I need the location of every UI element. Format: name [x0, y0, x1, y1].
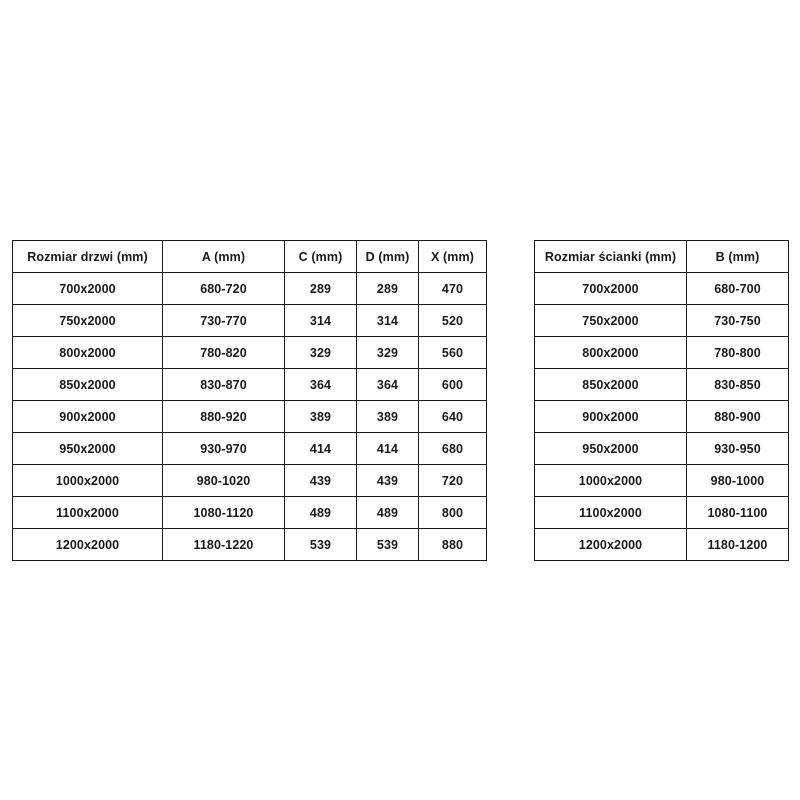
cell-x: 600	[419, 369, 487, 401]
table-row	[13, 273, 487, 305]
cell-door-size: 900x2000	[13, 401, 163, 433]
table-row	[13, 337, 487, 369]
cell-door-size: 1200x2000	[13, 529, 163, 561]
cell-a: 930-970	[163, 433, 285, 465]
tables-row	[0, 240, 800, 561]
wall-size-table-body	[535, 273, 789, 561]
cell-b: 830-850	[687, 369, 789, 401]
cell-b: 680-700	[687, 273, 789, 305]
table-row	[13, 369, 487, 401]
column-header-a: A (mm)	[163, 241, 285, 273]
cell-a: 980-1020	[163, 465, 285, 497]
table-header-row	[535, 241, 789, 273]
cell-b: 980-1000	[687, 465, 789, 497]
cell-a: 730-770	[163, 305, 285, 337]
cell-door-size: 1000x2000	[13, 465, 163, 497]
cell-wall-size: 700x2000	[535, 273, 687, 305]
table-row	[535, 305, 789, 337]
door-size-table	[12, 240, 487, 561]
column-header-b: B (mm)	[687, 241, 789, 273]
cell-x: 800	[419, 497, 487, 529]
cell-b: 1080-1100	[687, 497, 789, 529]
cell-door-size: 800x2000	[13, 337, 163, 369]
cell-d: 489	[357, 497, 419, 529]
cell-a: 880-920	[163, 401, 285, 433]
cell-wall-size: 1200x2000	[535, 529, 687, 561]
cell-b: 730-750	[687, 305, 789, 337]
column-header-d: D (mm)	[357, 241, 419, 273]
cell-b: 780-800	[687, 337, 789, 369]
cell-c: 364	[285, 369, 357, 401]
cell-d: 289	[357, 273, 419, 305]
cell-d: 329	[357, 337, 419, 369]
cell-door-size: 950x2000	[13, 433, 163, 465]
cell-a: 830-870	[163, 369, 285, 401]
column-header-door-size: Rozmiar drzwi (mm)	[13, 241, 163, 273]
door-size-table-body	[13, 273, 487, 561]
cell-wall-size: 1000x2000	[535, 465, 687, 497]
cell-wall-size: 800x2000	[535, 337, 687, 369]
cell-x: 640	[419, 401, 487, 433]
cell-wall-size: 750x2000	[535, 305, 687, 337]
table-row	[13, 305, 487, 337]
cell-x: 560	[419, 337, 487, 369]
column-header-x: X (mm)	[419, 241, 487, 273]
cell-door-size: 1100x2000	[13, 497, 163, 529]
wall-size-table-wrapper	[534, 240, 788, 561]
table-row	[535, 433, 789, 465]
table-row	[535, 497, 789, 529]
cell-d: 314	[357, 305, 419, 337]
cell-b: 930-950	[687, 433, 789, 465]
cell-wall-size: 1100x2000	[535, 497, 687, 529]
door-size-table-head	[13, 241, 487, 273]
table-row	[13, 529, 487, 561]
cell-a: 1080-1120	[163, 497, 285, 529]
cell-door-size: 750x2000	[13, 305, 163, 337]
cell-c: 539	[285, 529, 357, 561]
cell-d: 414	[357, 433, 419, 465]
cell-a: 1180-1220	[163, 529, 285, 561]
cell-d: 389	[357, 401, 419, 433]
table-row	[535, 401, 789, 433]
cell-c: 414	[285, 433, 357, 465]
cell-a: 680-720	[163, 273, 285, 305]
cell-c: 289	[285, 273, 357, 305]
cell-x: 520	[419, 305, 487, 337]
table-row	[13, 433, 487, 465]
cell-d: 364	[357, 369, 419, 401]
table-row	[535, 273, 789, 305]
table-row	[13, 401, 487, 433]
cell-c: 389	[285, 401, 357, 433]
column-header-c: C (mm)	[285, 241, 357, 273]
cell-wall-size: 900x2000	[535, 401, 687, 433]
cell-c: 314	[285, 305, 357, 337]
door-size-table-wrapper	[12, 240, 486, 561]
table-header-row	[13, 241, 487, 273]
wall-size-table	[534, 240, 789, 561]
cell-c: 439	[285, 465, 357, 497]
table-row	[535, 465, 789, 497]
cell-door-size: 700x2000	[13, 273, 163, 305]
cell-a: 780-820	[163, 337, 285, 369]
cell-b: 1180-1200	[687, 529, 789, 561]
table-row	[13, 497, 487, 529]
table-row	[535, 369, 789, 401]
table-row	[13, 465, 487, 497]
cell-d: 539	[357, 529, 419, 561]
cell-d: 439	[357, 465, 419, 497]
table-row	[535, 529, 789, 561]
table-row	[535, 337, 789, 369]
cell-c: 329	[285, 337, 357, 369]
column-header-wall-size: Rozmiar ścianki (mm)	[535, 241, 687, 273]
cell-b: 880-900	[687, 401, 789, 433]
cell-x: 720	[419, 465, 487, 497]
cell-wall-size: 950x2000	[535, 433, 687, 465]
cell-x: 470	[419, 273, 487, 305]
cell-wall-size: 850x2000	[535, 369, 687, 401]
cell-c: 489	[285, 497, 357, 529]
wall-size-table-head	[535, 241, 789, 273]
cell-door-size: 850x2000	[13, 369, 163, 401]
cell-x: 880	[419, 529, 487, 561]
cell-x: 680	[419, 433, 487, 465]
